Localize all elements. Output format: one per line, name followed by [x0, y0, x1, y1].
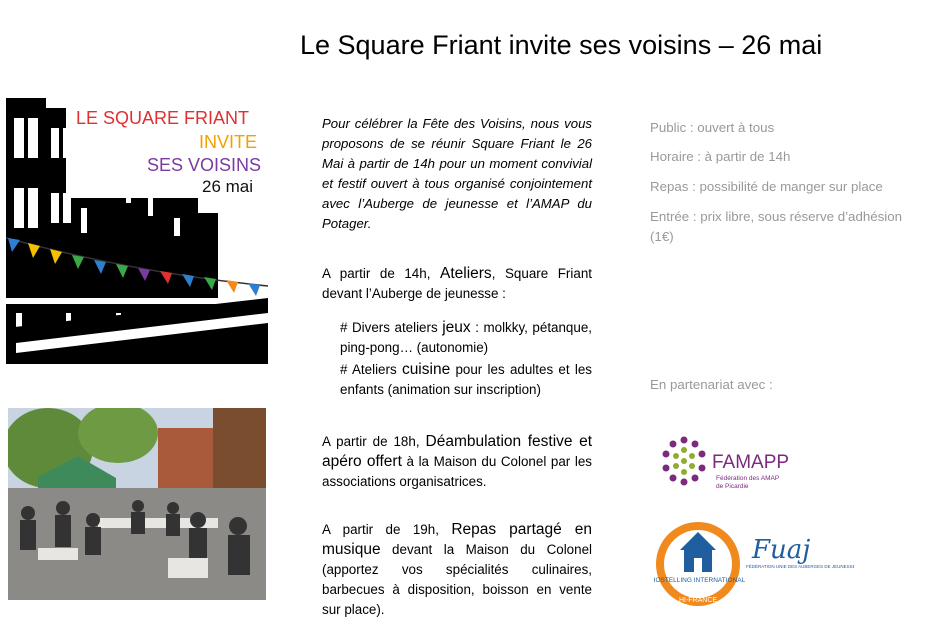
- poster-line3: SES VOISINS: [147, 155, 262, 175]
- hi-bottom-text: HI-FRANCE: [678, 597, 718, 604]
- info-public: Public : ouvert à tous: [650, 120, 775, 135]
- crowd-photo: [8, 408, 266, 600]
- repas-highlight: Repas partagé en musique: [322, 521, 592, 558]
- atelier-item-cuisine: [340, 360, 592, 400]
- atelier-item-jeux: [340, 318, 592, 358]
- info-partenariat: En partenariat avec :: [650, 377, 773, 392]
- repas-prefix: A partir de 19h,: [322, 522, 452, 537]
- hi-fuaj-logo: [654, 518, 854, 610]
- ateliers-suffix: , Square Friant devant l’Auberge de jeunesse :: [322, 266, 592, 301]
- info-repas: Repas : possibilité de manger sur place: [650, 179, 883, 194]
- repas-paragraph: [322, 520, 592, 620]
- poster-illustration: [6, 98, 268, 364]
- fuaj-name: Fuaj: [752, 535, 811, 565]
- atelier-item-cuisine-suffix: pour les adultes et les enfants (animation sur inscription): [340, 362, 592, 397]
- event-poster: [6, 98, 268, 364]
- page-title: Le Square Friant invite ses voisins – 26 mai: [300, 30, 823, 60]
- famapp-logo: [654, 434, 804, 494]
- ateliers-highlight: Ateliers: [440, 265, 492, 282]
- hostelling-international-icon: [654, 518, 854, 610]
- atelier-item-cuisine-prefix: # Ateliers: [340, 362, 402, 377]
- info-horaire: Horaire : à partir de 14h: [650, 149, 791, 164]
- hi-top-text: HOSTELLING INTERNATIONAL: [654, 577, 746, 584]
- poster-date: 26 mai: [202, 177, 254, 196]
- famapp-flower-icon: [654, 434, 804, 494]
- atelier-item-jeux-highlight: jeux: [442, 319, 471, 336]
- poster-line1: LE SQUARE FRIANT: [76, 108, 250, 128]
- intro-paragraph: Pour célébrer la Fête des Voisins, nous vous proposons de se réunir Square Friant le 26 Mai à partir de 14h pour un moment convivial et festif ouvert à tous organisé conjointement avec l’Auberge de jeunesse et l’AMAP du Potager.: [322, 116, 592, 231]
- famapp-sub2: de Picardie: [716, 483, 749, 490]
- deambulation-highlight: Déambulation festive et apéro offert: [322, 433, 592, 470]
- info-entree: Entrée : prix libre, sous réserve d’adhésion (1€): [650, 209, 903, 244]
- atelier-item-jeux-suffix: : molkky, pétanque, ping-pong… (autonomie): [340, 320, 592, 355]
- event-photo: [8, 408, 266, 600]
- deambulation-paragraph: [322, 432, 592, 492]
- deambulation-suffix: à la Maison du Colonel par les associations organisatrices.: [322, 454, 592, 489]
- ateliers-prefix: A partir de 14h,: [322, 266, 440, 281]
- atelier-item-cuisine-highlight: cuisine: [401, 361, 451, 378]
- fuaj-sub: FÉDÉRATION UNIE DES AUBERGES DE JEUNESSE: [746, 564, 854, 569]
- atelier-item-jeux-prefix: # Divers ateliers: [340, 320, 443, 335]
- ateliers-paragraph: [322, 264, 592, 304]
- deambulation-prefix: A partir de 18h,: [322, 434, 426, 449]
- repas-suffix: devant la Maison du Colonel (apportez vos spécialités culinaires, barbecues à disposition, boisson en vente sur place).: [322, 542, 592, 617]
- famapp-sub1: Fédération des AMAP: [716, 475, 780, 482]
- famapp-name: FAMAPP: [712, 452, 790, 473]
- poster-line2: INVITE: [199, 132, 258, 152]
